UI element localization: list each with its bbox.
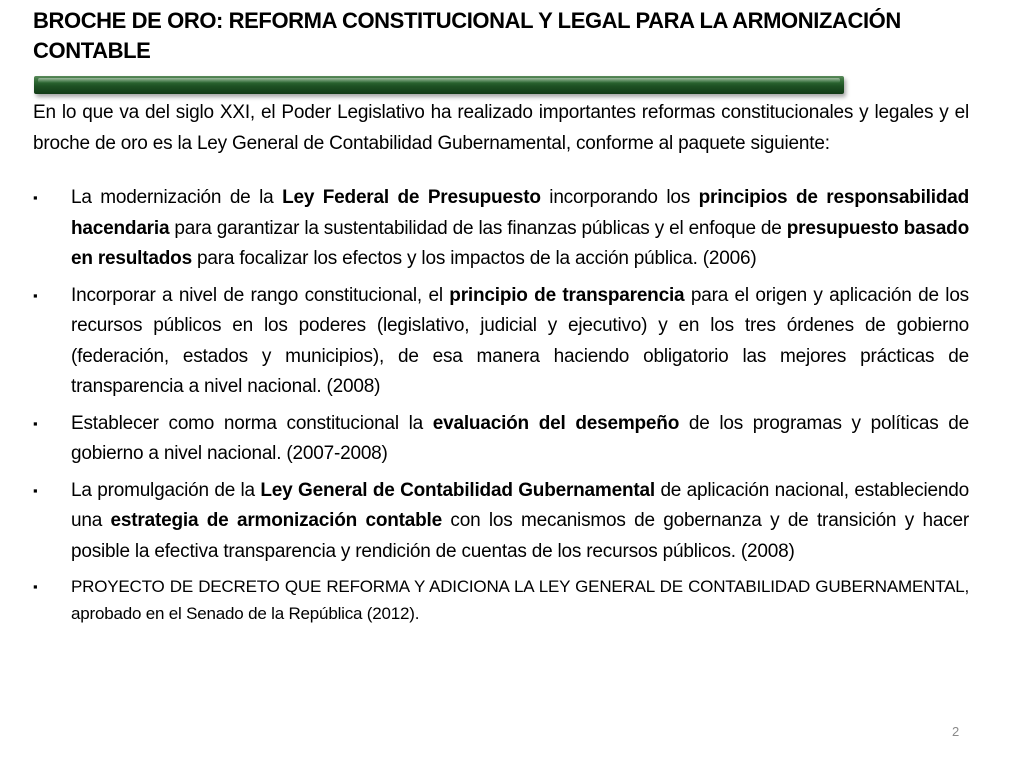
bullet-text: con los mecanismos de gobernanza y de transición y hacer posible la efectiva transparencia y rendición de cuentas de los recursos públicos. (2008) [71,510,969,562]
bullet-text: PROYECTO DE DECRETO QUE REFORMA Y ADICIONA LA LEY GENERAL DE CONTABILIDAD GUBERNAMENTAL, aprobado en el Senado de la República (2012). [71,577,969,623]
bullet-item [33,476,969,568]
bullet-text: de aplicación nacional, estableciendo una [71,479,969,531]
page-number: 2 [952,724,960,739]
bullet-emphasis-text: Ley General de Contabilidad Gubernamental [260,479,655,501]
bullet-square-icon: ▪ [33,190,38,205]
bullet-emphasis-text: principio de transparencia [449,284,685,306]
bullet-text: incorporando los [540,187,699,208]
slide-title: BROCHE DE ORO: REFORMA CONSTITUCIONAL Y LEGAL PARA LA ARMONIZACIÓN CONTABLE [33,8,901,63]
bullet-square-icon: ▪ [33,287,38,303]
bullet-item [33,281,969,403]
bullet-text: de los programas y políticas de gobierno a nivel nacional. (2007-2008) [71,412,969,464]
slide-body [33,98,969,633]
bullet-item [33,573,969,627]
bullet-square-icon: ▪ [33,482,38,498]
bullet-item [33,409,969,470]
bullet-text: para el origen y aplicación de los recursos públicos en los poderes (legislativo, judicial y ejecutivo) y en los tres órdenes de gobierno (federación, estados y municipios), de esa manera haciendo obligatorio las mejores prácticas de transparencia a nivel nacional. (2008) [71,284,969,397]
bullet-emphasis-text: principios de responsabilidad hacendaria [71,187,970,239]
bullet-text: La modernización de la [71,187,283,208]
bullet-text: para garantizar la sustentabilidad de las finanzas públicas y el enfoque de [169,217,787,239]
bullet-item [33,183,969,275]
bullet-emphasis-text: evaluación del desempeño [432,412,680,434]
bullet-text: La promulgación de la [71,479,261,501]
bullet-emphasis-text: estrategia de armonización contable [110,510,442,531]
bullet-text: para focalizar los efectos y los impactos de la acción pública. (2006) [191,248,757,269]
bullet-emphasis-text: Ley Federal de Presupuesto [282,187,541,208]
bullet-list [33,183,969,627]
title-underline-bar [34,76,844,94]
bullet-text: Incorporar a nivel de rango constitucional, el [71,284,450,306]
bullet-square-icon: ▪ [33,579,38,594]
bullet-square-icon: ▪ [33,415,38,431]
bullet-text: Establecer como norma constitucional la [71,412,433,434]
intro-paragraph: En lo que va del siglo XXI, el Poder Legislativo ha realizado importantes reformas constitucionales y legales y el broche de oro es la Ley General de Contabilidad Gubernamental, conforme al paquete siguiente: [33,102,969,154]
bullet-emphasis-text: presupuesto basado en resultados [71,217,969,269]
